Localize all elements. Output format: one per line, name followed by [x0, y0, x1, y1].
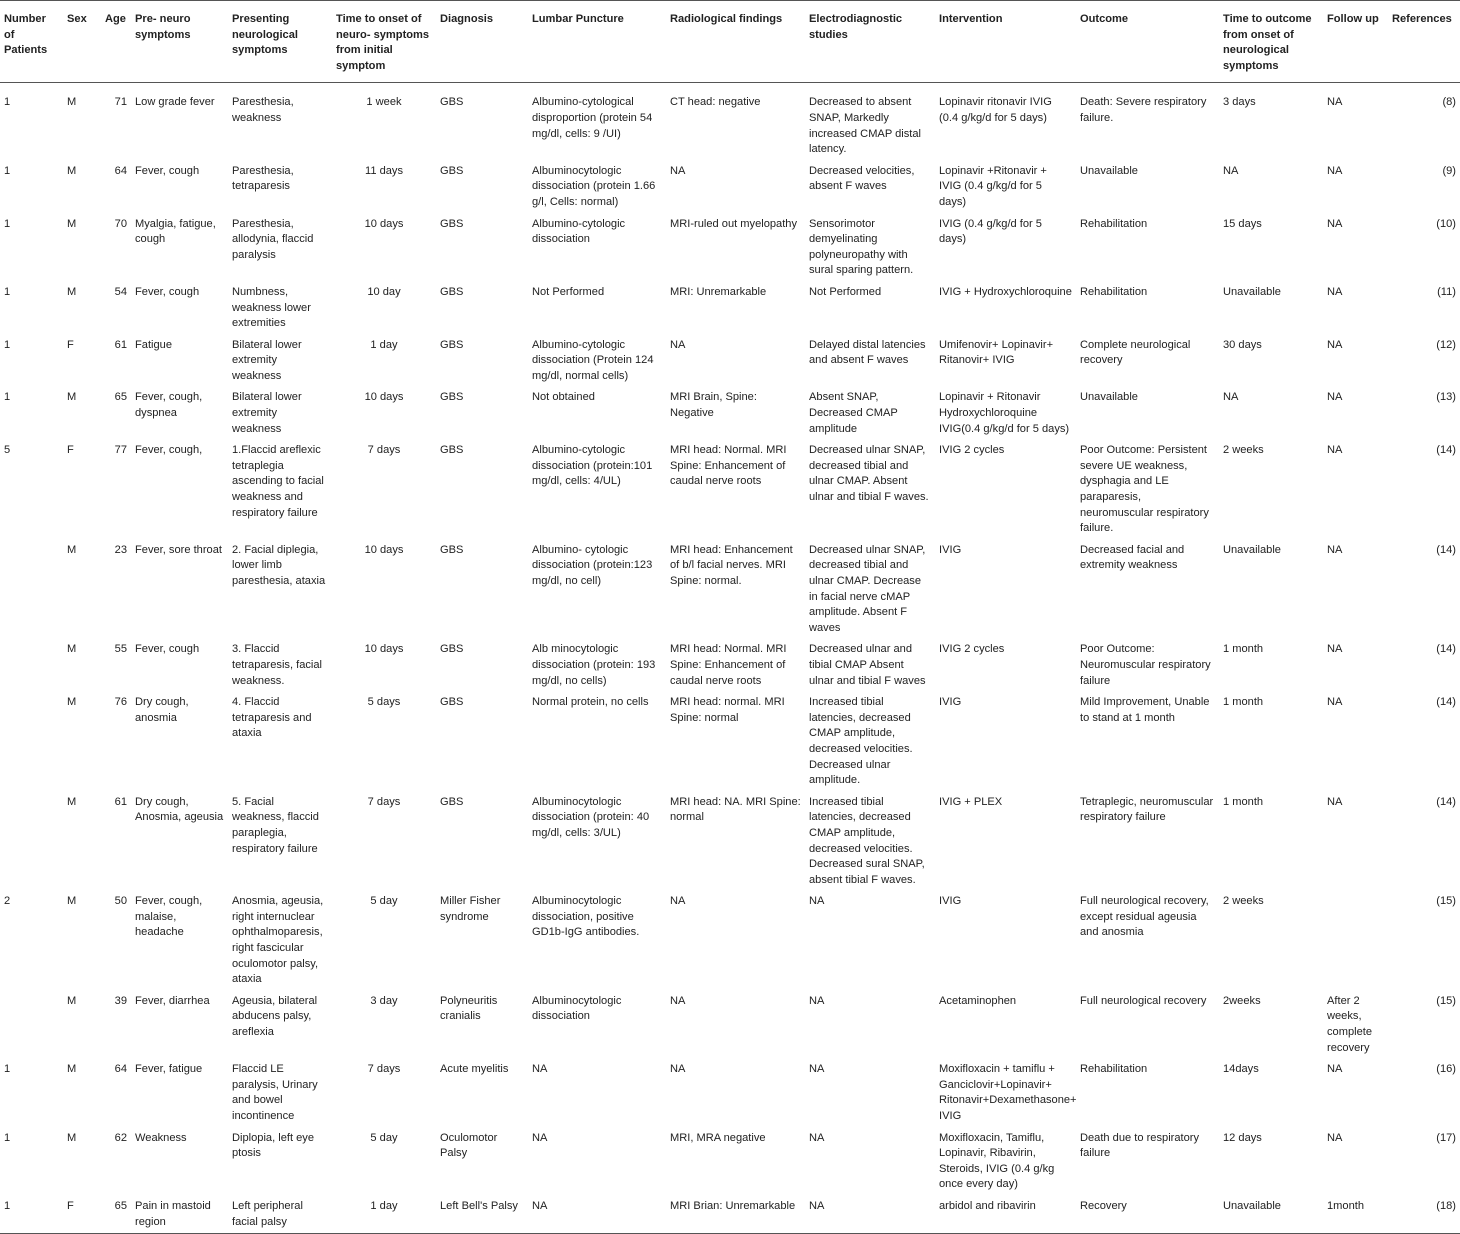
- cell-time-outcome: Unavailable: [1223, 543, 1281, 556]
- cell-reference: (10): [1436, 217, 1456, 230]
- cell-intervention: IVIG: [939, 543, 962, 556]
- cell-presenting: 2. Facial diplegia, lower limb paresthesia, ataxia: [232, 543, 326, 587]
- cell-sex: M: [67, 1063, 77, 1076]
- cell-pre-neuro: Fever, fatigue: [135, 1063, 203, 1076]
- table-row: [0, 991, 1460, 1059]
- table-body: [0, 83, 1460, 1234]
- cell-time-onset: 1 week: [366, 96, 402, 109]
- cell-intervention: Umifenovir+ Lopinavir+ Ritanovir+ IVIG: [939, 338, 1054, 367]
- cell-outcome: Mild Improvement, Unable to stand at 1 month: [1080, 696, 1210, 724]
- cell-lumbar: Albumino-cytologic dissociation (protein:101 mg/dl, cells: 4/UL): [532, 444, 653, 488]
- cell-radiological: MRI, MRA negative: [670, 1131, 766, 1144]
- cell-outcome: Complete neurological recovery: [1080, 338, 1191, 367]
- cell-radiological: CT head: negative: [670, 96, 761, 109]
- cell-time-onset: 10 days: [364, 543, 404, 556]
- table-row: [0, 1128, 1460, 1196]
- cell-outcome: Rehabilitation: [1080, 1063, 1148, 1076]
- cell-follow-up: 1month: [1323, 1196, 1388, 1234]
- cell-radiological: NA: [670, 994, 686, 1007]
- cell-pre-neuro: Fever, cough: [135, 164, 200, 177]
- cell-presenting: 4. Flaccid tetraparesis and ataxia: [232, 696, 312, 740]
- cell-radiological: MRI head: Enhancement of b/l facial nerves. MRI Spine: normal.: [670, 543, 793, 587]
- cell-time-outcome: 3 days: [1223, 96, 1256, 109]
- cell-diagnosis: GBS: [440, 164, 464, 177]
- cell-lumbar: Alb minocytologic dissociation (protein: 193 mg/dl, no cells): [532, 643, 656, 687]
- cell-presenting: Bilateral lower extremity weakness: [232, 391, 302, 435]
- col-header-presenting: Presenting neurological symptoms: [228, 1, 332, 83]
- cell-time-onset: 10 days: [364, 217, 404, 230]
- cell-sex: F: [67, 338, 74, 351]
- col-header-diagnosis: Diagnosis: [436, 1, 528, 83]
- cell-follow-up: NA: [1327, 795, 1343, 808]
- cell-electro: Delayed distal latencies and absent F waves: [809, 338, 926, 367]
- cell-intervention: IVIG 2 cycles: [939, 643, 1005, 656]
- cell-intervention: Acetaminophen: [939, 994, 1017, 1007]
- cell-reference: (11): [1437, 285, 1456, 298]
- cell-outcome: Full neurological recovery: [1080, 994, 1207, 1007]
- cell-time-outcome: 12 days: [1223, 1131, 1262, 1144]
- cell-electro: Increased tibial latencies, decreased CMAP amplitude, decreased velocities. Decreased ulnar amplitude.: [809, 696, 913, 787]
- table-row: [0, 214, 1460, 282]
- cell-radiological: NA: [670, 164, 686, 177]
- cell-electro: Decreased ulnar and tibial CMAP Absent ulnar and tibial F waves: [809, 643, 926, 687]
- cell-diagnosis: GBS: [440, 795, 464, 808]
- cell-sex: M: [67, 895, 77, 908]
- cell-reference: (15): [1436, 994, 1456, 1007]
- cell-lumbar: Albumino-cytologic dissociation (Protein 124 mg/dl, normal cells): [532, 338, 654, 382]
- table-row: [0, 161, 1460, 214]
- cell-lumbar: Normal protein, no cells: [532, 696, 649, 709]
- cell-electro: Decreased ulnar SNAP, decreased tibial and ulnar CMAP. Decrease in facial nerve cMAP amplitude. Absent F waves: [809, 543, 926, 634]
- cell-presenting: Diplopia, left eye ptosis: [232, 1131, 315, 1160]
- cell-follow-up: NA: [1327, 164, 1343, 177]
- cell-lumbar: Albumino-cytological disproportion (protein 54 mg/dl, cells: 9 /UI): [532, 96, 653, 140]
- cell-outcome: Poor Outcome: Neuromuscular respiratory failure: [1080, 643, 1211, 687]
- cell-time-onset: 7 days: [367, 1063, 401, 1076]
- cell-pre-neuro: Fever, cough: [135, 285, 200, 298]
- cell-diagnosis: Left Bell's Palsy: [436, 1196, 528, 1234]
- cell-follow-up: NA: [1327, 285, 1343, 298]
- cell-time-outcome: 1 month: [1223, 696, 1264, 709]
- cell-lumbar: Albuminocytologic dissociation (protein 1.66 g/l, Cells: normal): [532, 164, 656, 208]
- cell-time-outcome: 1 month: [1223, 643, 1264, 656]
- cell-presenting: 5. Facial weakness, flaccid paraplegia, respiratory failure: [232, 795, 319, 855]
- table-row: [0, 891, 1460, 991]
- cell-time-onset: 10 days: [364, 643, 404, 656]
- cell-follow-up: NA: [1327, 1063, 1343, 1076]
- cell-diagnosis: Oculomotor Palsy: [440, 1131, 498, 1160]
- cell-pre-neuro: Pain in mastoid region: [131, 1196, 228, 1234]
- cell-time-outcome: 2 weeks: [1223, 895, 1264, 908]
- cell-pre-neuro: Dry cough, Anosmia, ageusia: [135, 795, 224, 824]
- cell-diagnosis: GBS: [440, 338, 464, 351]
- cell-radiological: NA: [670, 895, 686, 908]
- cell-radiological: MRI Brian: Unremarkable: [666, 1196, 805, 1234]
- col-header-intervention: Intervention: [935, 1, 1076, 83]
- cell-time-onset: 5 days: [367, 696, 401, 709]
- cell-time-onset: 7 days: [367, 795, 401, 808]
- cell-reference: (9): [1442, 164, 1456, 177]
- cell-outcome: Recovery: [1076, 1196, 1219, 1234]
- col-header-outcome: Outcome: [1076, 1, 1219, 83]
- cell-outcome: Full neurological recovery, except residual ageusia and anosmia: [1080, 895, 1209, 939]
- cell-diagnosis: GBS: [440, 217, 464, 230]
- cell-follow-up: NA: [1327, 338, 1343, 351]
- cell-age: 70: [114, 217, 127, 230]
- cell-time-outcome: 15 days: [1223, 217, 1262, 230]
- cell-electro: NA: [805, 1196, 935, 1234]
- cell-lumbar: NA: [532, 1063, 548, 1076]
- cell-pre-neuro: Fatigue: [135, 338, 173, 351]
- cell-diagnosis: Miller Fisher syndrome: [440, 895, 501, 923]
- cell-diagnosis: GBS: [440, 391, 464, 404]
- cell-time-outcome: Unavailable: [1223, 285, 1281, 298]
- cell-reference: (12): [1436, 338, 1456, 351]
- cell-lumbar: Not obtained: [532, 391, 595, 404]
- cell-reference: (15): [1436, 895, 1456, 908]
- cell-electro: Decreased ulnar SNAP, decreased tibial and ulnar CMAP. Absent ulnar and tibial F waves.: [809, 444, 929, 504]
- cell-presenting: Left peripheral facial palsy: [228, 1196, 332, 1234]
- col-header-age: Age: [101, 1, 131, 83]
- cell-follow-up: NA: [1327, 217, 1343, 230]
- cell-patients: 1: [4, 217, 11, 230]
- cell-sex: M: [67, 391, 77, 404]
- cell-sex: F: [63, 1196, 101, 1234]
- cell-follow-up: After 2 weeks, complete recovery: [1327, 994, 1373, 1054]
- cell-follow-up: NA: [1327, 444, 1343, 457]
- cell-time-outcome: 2weeks: [1223, 994, 1261, 1007]
- cell-radiological: NA: [670, 1063, 686, 1076]
- cell-sex: M: [67, 217, 77, 230]
- cell-electro: Decreased to absent SNAP, Markedly increased CMAP distal latency.: [809, 96, 922, 156]
- cell-pre-neuro: Fever, cough, malaise, headache: [135, 895, 203, 939]
- header-row: [0, 1, 1460, 83]
- cell-diagnosis: GBS: [440, 444, 464, 457]
- col-header-radiological: Radiological findings: [666, 1, 805, 83]
- cell-reference: (14): [1436, 444, 1456, 457]
- cell-patients: [0, 639, 63, 692]
- cell-time-outcome: Unavailable: [1219, 1196, 1323, 1234]
- cell-reference: (16): [1436, 1063, 1456, 1076]
- cell-follow-up: [1323, 891, 1388, 991]
- cell-radiological: MRI: Unremarkable: [670, 285, 767, 298]
- cell-electro: NA: [809, 895, 825, 908]
- cell-outcome: Death: Severe respiratory failure.: [1080, 96, 1207, 124]
- col-header-references: References: [1388, 1, 1460, 83]
- cell-pre-neuro: Low grade fever: [135, 96, 215, 109]
- col-header-patients: Number of Patients: [0, 1, 63, 83]
- cell-lumbar: NA: [528, 1196, 666, 1234]
- cell-lumbar: Albuminocytologic dissociation: [532, 994, 622, 1023]
- cell-time-outcome: NA: [1223, 164, 1239, 177]
- col-header-time-outcome: Time to outcome from onset of neurological symptoms: [1219, 1, 1323, 83]
- cell-age: 76: [114, 696, 127, 709]
- cell-patients: 1: [4, 96, 11, 109]
- cell-sex: M: [67, 543, 77, 556]
- table-row: [0, 387, 1460, 440]
- cell-radiological: MRI head: Normal. MRI Spine: Enhancement of caudal nerve roots: [670, 444, 787, 488]
- cell-time-onset: 11 days: [364, 164, 404, 177]
- cell-intervention: IVIG + PLEX: [939, 795, 1003, 808]
- cell-reference: (13): [1436, 391, 1456, 404]
- cell-reference: (14): [1436, 543, 1456, 556]
- cell-intervention: IVIG 2 cycles: [939, 444, 1005, 457]
- cell-age: 71: [114, 96, 127, 109]
- cell-diagnosis: Polyneuritis cranialis: [440, 994, 498, 1023]
- cell-outcome: Tetraplegic, neuromuscular respiratory failure: [1080, 795, 1214, 824]
- cell-patients: 1: [4, 164, 11, 177]
- cell-patients: 1: [4, 285, 11, 298]
- cell-diagnosis: GBS: [440, 543, 464, 556]
- cell-presenting: Paresthesia, tetraparesis: [232, 164, 294, 193]
- cell-outcome: Decreased facial and extremity weakness: [1080, 543, 1185, 572]
- table-row: [0, 440, 1460, 540]
- table-row: [0, 1059, 1460, 1127]
- cell-reference: (14): [1436, 643, 1456, 656]
- cell-patients: 1: [4, 1131, 11, 1144]
- cell-presenting: Ageusia, bilateral abducens palsy, areflexia: [232, 994, 318, 1039]
- cell-time-outcome: 30 days: [1223, 338, 1262, 351]
- cell-electro: NA: [809, 1063, 825, 1076]
- cell-electro: Increased tibial latencies, decreased CMAP amplitude, decreased velocities. Decreased sural SNAP, absent tibial F waves.: [809, 795, 925, 886]
- cell-time-onset: 10 days: [364, 391, 404, 404]
- cell-age: 61: [114, 338, 127, 351]
- cell-presenting: Anosmia, ageusia, right internuclear ophthalmoparesis, right fascicular oculomotor palsy, ataxia: [232, 895, 324, 986]
- table-row: [0, 1196, 1460, 1234]
- cell-age: 55: [114, 643, 127, 656]
- cell-reference: (8): [1442, 96, 1456, 109]
- col-header-electro: Electrodiagnostic studies: [805, 1, 935, 83]
- cell-follow-up: NA: [1327, 696, 1343, 709]
- cell-sex: M: [67, 994, 77, 1007]
- cell-patients: 2: [4, 895, 11, 908]
- cell-diagnosis: Acute myelitis: [440, 1063, 509, 1076]
- cell-pre-neuro: Fever, sore throat: [135, 543, 222, 556]
- col-header-lumbar: Lumbar Puncture: [528, 1, 666, 83]
- cell-radiological: MRI-ruled out myelopathy: [670, 217, 798, 230]
- col-header-follow-up: Follow up: [1323, 1, 1388, 83]
- cell-radiological: MRI head: Normal. MRI Spine: Enhancement of caudal nerve roots: [670, 643, 787, 687]
- cell-electro: NA: [809, 1131, 825, 1144]
- cell-sex: M: [67, 696, 77, 709]
- cell-time-onset: 5 day: [370, 895, 398, 908]
- cell-age: 62: [114, 1131, 127, 1144]
- cell-outcome: Unavailable: [1080, 391, 1138, 404]
- cell-age: 23: [114, 543, 127, 556]
- cell-lumbar: NA: [532, 1131, 548, 1144]
- cell-outcome: Poor Outcome: Persistent severe UE weakness, dysphagia and LE paraparesis, neuromuscular respiratory failure.: [1080, 444, 1209, 535]
- table-row: [0, 639, 1460, 692]
- table-row: [0, 792, 1460, 892]
- col-header-time-onset: Time to onset of neuro- symptoms from initial symptom: [332, 1, 436, 83]
- cell-follow-up: NA: [1327, 543, 1343, 556]
- cell-intervention: Moxifloxacin, Tamiflu, Lopinavir, Ribavirin, Steroids, IVIG (0.4 g/kg once every day): [939, 1131, 1055, 1191]
- table-row: [0, 692, 1460, 792]
- cell-radiological: MRI head: normal. MRI Spine: normal: [670, 696, 785, 724]
- cell-pre-neuro: Fever, cough: [135, 643, 200, 656]
- cell-radiological: NA: [670, 338, 686, 351]
- cell-age: 54: [114, 285, 127, 298]
- cell-presenting: Flaccid LE paralysis, Urinary and bowel incontinence: [232, 1063, 318, 1122]
- cell-patients: [0, 991, 63, 1059]
- cell-intervention: IVIG: [939, 696, 962, 709]
- cell-presenting: Bilateral lower extremity weakness: [232, 338, 302, 382]
- cell-time-outcome: 2 weeks: [1223, 444, 1264, 457]
- cell-intervention: IVIG (0.4 g/kg/d for 5 days): [939, 217, 1042, 246]
- cell-follow-up: NA: [1327, 643, 1343, 656]
- cell-diagnosis: GBS: [440, 696, 464, 709]
- cell-time-onset: 10 day: [367, 285, 401, 298]
- cell-intervention: Lopinavir +Ritonavir + IVIG (0.4 g/kg/d for 5 days): [939, 164, 1047, 208]
- table-row: [0, 335, 1460, 388]
- cell-reference: (17): [1436, 1131, 1456, 1144]
- cell-pre-neuro: Fever, cough, dyspnea: [135, 391, 203, 420]
- cell-patients: 5: [4, 444, 11, 457]
- cell-lumbar: Albumino- cytologic dissociation (protein:123 mg/dl, no cell): [532, 543, 653, 587]
- cell-patients: [0, 792, 63, 892]
- cell-intervention: Lopinavir ritonavir IVIG (0.4 g/kg/d for 5 days): [939, 96, 1052, 124]
- cell-age: 64: [114, 164, 127, 177]
- cell-time-outcome: 14days: [1223, 1063, 1259, 1076]
- cell-lumbar: Not Performed: [532, 285, 605, 298]
- cell-sex: M: [67, 1131, 77, 1144]
- cell-follow-up: NA: [1327, 96, 1343, 109]
- cell-age: 50: [114, 895, 127, 908]
- cell-time-outcome: 1 month: [1223, 795, 1264, 808]
- cell-outcome: Death due to respiratory failure: [1080, 1131, 1200, 1160]
- cell-time-outcome: NA: [1223, 391, 1239, 404]
- cell-sex: M: [67, 795, 77, 808]
- cell-time-onset: 1 day: [370, 338, 398, 351]
- cell-pre-neuro: Fever, diarrhea: [135, 994, 210, 1007]
- cell-outcome: Rehabilitation: [1080, 217, 1148, 230]
- cell-pre-neuro: Dry cough, anosmia: [135, 696, 189, 724]
- cell-follow-up: NA: [1327, 391, 1343, 404]
- cell-electro: Not Performed: [809, 285, 882, 298]
- cell-presenting: 1.Flaccid areflexic tetraplegia ascending to facial weakness and respiratory failure: [232, 444, 324, 519]
- cell-diagnosis: GBS: [440, 643, 464, 656]
- col-header-pre-neuro: Pre- neuro symptoms: [131, 1, 228, 83]
- cell-diagnosis: GBS: [440, 285, 464, 298]
- cell-lumbar: Albumino-cytologic dissociation: [532, 217, 626, 246]
- cell-sex: M: [67, 96, 77, 109]
- cell-outcome: Unavailable: [1080, 164, 1138, 177]
- cell-age: 64: [114, 1063, 127, 1076]
- cell-presenting: Paresthesia, allodynia, flaccid paralysis: [232, 217, 314, 261]
- cell-time-onset: 3 day: [370, 994, 398, 1007]
- cell-electro: NA: [809, 994, 825, 1007]
- cell-intervention: arbidol and ribavirin: [935, 1196, 1076, 1234]
- cell-age: 77: [114, 444, 127, 457]
- cell-lumbar: Albuminocytologic dissociation, positive GD1b-IgG antibodies.: [532, 895, 640, 939]
- cell-pre-neuro: Weakness: [135, 1131, 187, 1144]
- cell-sex: F: [67, 444, 74, 457]
- cell-reference: (14): [1436, 795, 1456, 808]
- cell-reference: (18): [1388, 1196, 1460, 1234]
- cell-age: 65: [114, 391, 127, 404]
- cell-electro: Absent SNAP, Decreased CMAP amplitude: [809, 391, 898, 435]
- cell-reference: (14): [1436, 696, 1456, 709]
- cell-sex: M: [67, 643, 77, 656]
- cell-presenting: 3. Flaccid tetraparesis, facial weakness.: [232, 643, 323, 687]
- col-header-sex: Sex: [63, 1, 101, 83]
- cell-patients: 1: [0, 1196, 63, 1234]
- table-row: [0, 83, 1460, 161]
- cell-time-onset: 5 day: [370, 1131, 398, 1144]
- table-row: [0, 282, 1460, 335]
- cell-intervention: Lopinavir + Ritonavir Hydroxychloroquine IVIG(0.4 g/kg/d for 5 days): [939, 391, 1070, 435]
- cell-time-onset: 1 day: [332, 1196, 436, 1234]
- cell-patients: [0, 692, 63, 792]
- cell-presenting: Paresthesia, weakness: [232, 96, 294, 124]
- cell-intervention: IVIG + Hydroxychloroquine: [939, 285, 1072, 298]
- cell-lumbar: Albuminocytologic dissociation (protein: 40 mg/dl, cells: 3/UL): [532, 795, 650, 839]
- cell-patients: 1: [4, 391, 11, 404]
- cell-intervention: Moxifloxacin + tamiflu + Ganciclovir+Lopinavir+ Ritonavir+Dexamethasone+ IVIG: [939, 1063, 1077, 1122]
- cell-patients: 1: [4, 338, 11, 351]
- cell-diagnosis: GBS: [440, 96, 464, 109]
- cell-presenting: Numbness, weakness lower extremities: [232, 285, 311, 330]
- cell-pre-neuro: Fever, cough,: [135, 444, 203, 457]
- cell-time-onset: 7 days: [367, 444, 401, 457]
- cell-patients: 1: [4, 1063, 11, 1076]
- cell-patients: [0, 540, 63, 640]
- cell-sex: M: [67, 164, 77, 177]
- table-row: [0, 540, 1460, 640]
- cell-age: 39: [114, 994, 127, 1007]
- cell-pre-neuro: Myalgia, fatigue, cough: [135, 217, 216, 246]
- cell-sex: M: [67, 285, 77, 298]
- cell-follow-up: NA: [1327, 1131, 1343, 1144]
- cell-electro: Sensorimotor demyelinating polyneuropathy with sural sparing pattern.: [809, 217, 914, 277]
- cell-radiological: MRI Brain, Spine: Negative: [670, 391, 757, 420]
- cell-radiological: MRI head: NA. MRI Spine: normal: [670, 795, 801, 824]
- cell-age: 65: [101, 1196, 131, 1234]
- cell-age: 61: [114, 795, 127, 808]
- cell-intervention: IVIG: [939, 895, 962, 908]
- cell-outcome: Rehabilitation: [1080, 285, 1148, 298]
- cell-electro: Decreased velocities, absent F waves: [809, 164, 915, 193]
